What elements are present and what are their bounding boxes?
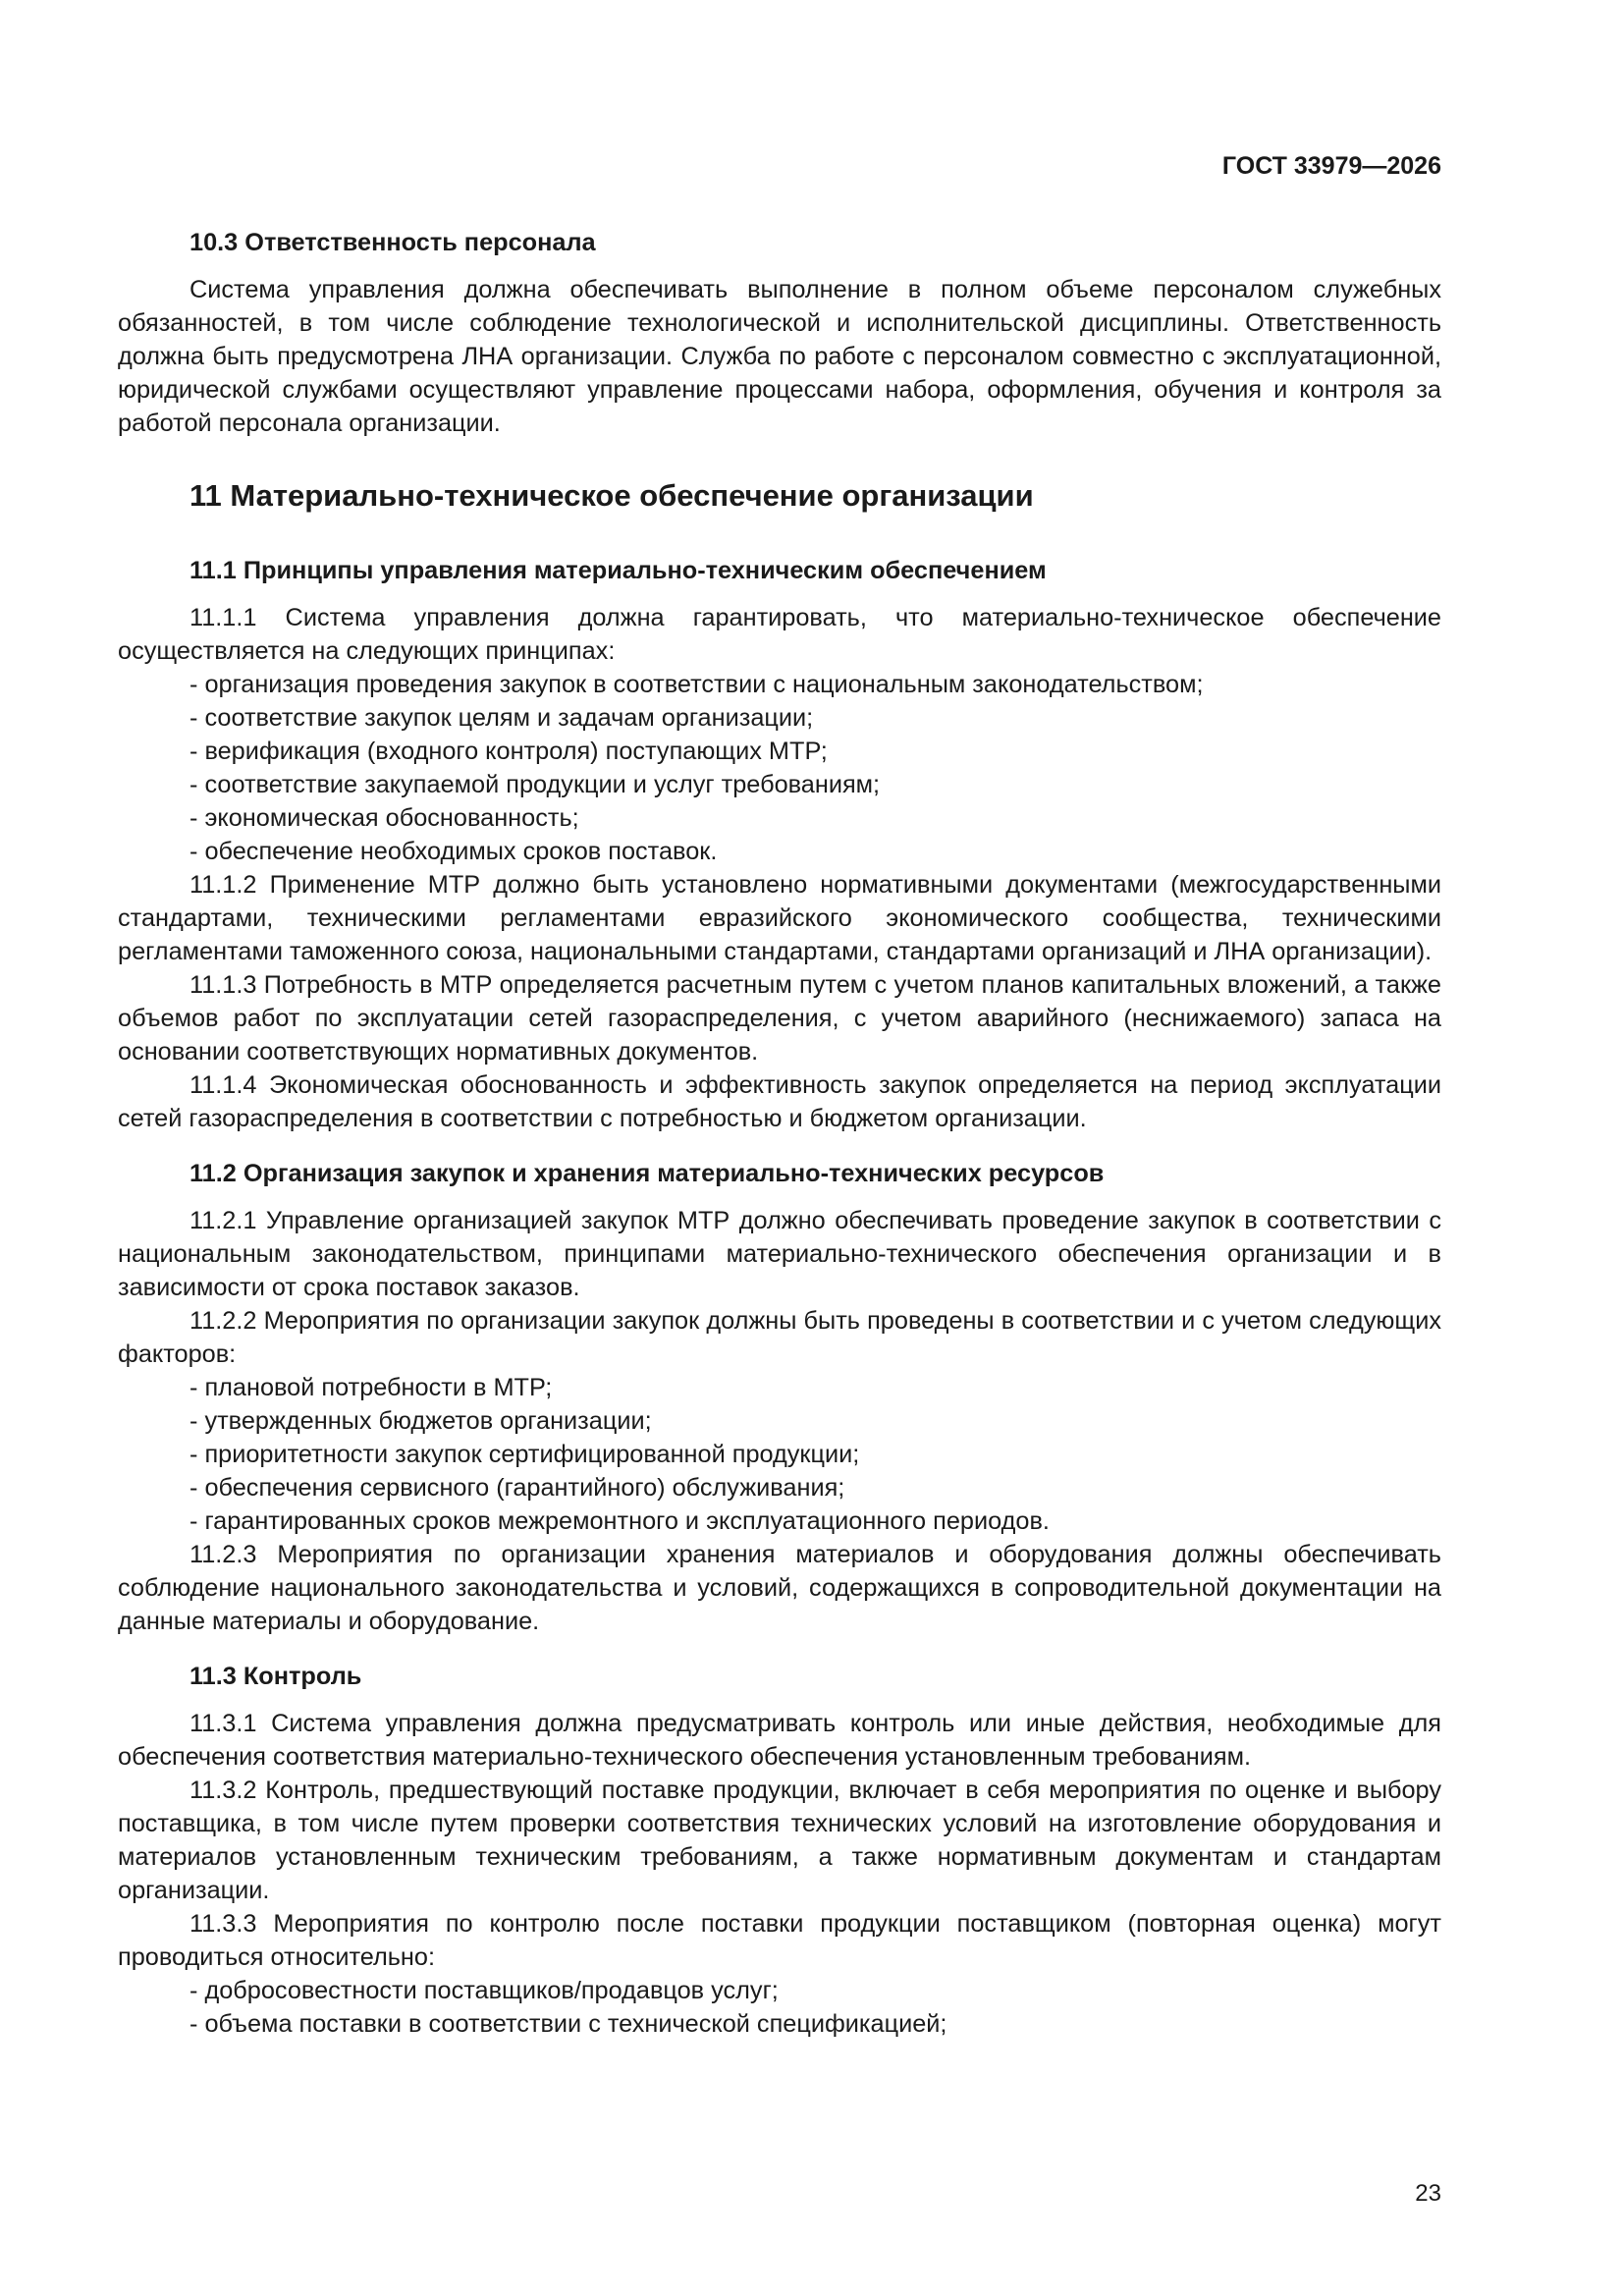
list-item: - экономическая обоснованность; (189, 804, 579, 832)
document-body (118, 226, 1441, 2041)
list-item: - утвержденных бюджетов организации; (189, 1407, 652, 1435)
list-item: - гарантированных сроков межремонтного и эксплуатационного периодов. (189, 1507, 1050, 1535)
list-item: - организация проведения закупок в соответствии с национальным законодательством; (189, 671, 1204, 698)
paragraph: 11.2.1 Управление организацией закупок МТР должно обеспечивать проведение закупок в соответствии с национальным законодательством, принципами материально-технического обеспечения организации и в зависимости от срока поставок заказов. (118, 1207, 1441, 1301)
section-heading-10-3: 10.3 Ответственность персонала (189, 229, 596, 256)
list-item: - объема поставки в соответствии с технической спецификацией; (189, 2010, 947, 2038)
document-page (118, 0, 1441, 2296)
page-number: 23 (1415, 2180, 1441, 2207)
list-item: - добросовестности поставщиков/продавцов услуг; (189, 1977, 779, 2004)
document-code: ГОСТ 33979—2026 (1221, 152, 1441, 180)
paragraph: 11.2.3 Мероприятия по организации хранения материалов и оборудования должны обеспечивать соблюдение национального законодательства и условий, содержащихся в сопроводительной документации на данные материалы и оборудование. (118, 1541, 1441, 1635)
paragraph: 11.3.3 Мероприятия по контролю после поставки продукции поставщиком (повторная оценка) могут проводиться относительно: (118, 1910, 1441, 1971)
section-heading-11-2: 11.2 Организация закупок и хранения материально-технических ресурсов (189, 1160, 1105, 1187)
paragraph: Система управления должна обеспечивать выполнение в полном объеме персоналом служебных обязанностей, в том числе соблюдение технологической и исполнительской дисциплины. Ответственность должна быть предусмотрена ЛНА организации. Служба по работе с персоналом совместно с эксплуатационной, юридической службами осуществляют управление процессами набора, оформления, обучения и контроля за работой персонала организации. (118, 276, 1441, 437)
paragraph: 11.1.2 Применение МТР должно быть установлено нормативными документами (межгосударственными стандартами, техническими регламентами евразийского экономического сообщества, техническими регламентами таможенного союза, национальными стандартами, стандартами организаций и ЛНА организации). (118, 871, 1441, 965)
paragraph: 11.2.2 Мероприятия по организации закупок должны быть проведены в соответствии и с учетом следующих факторов: (118, 1307, 1441, 1368)
paragraph: 11.3.1 Система управления должна предусматривать контроль или иные действия, необходимые для обеспечения соответствия материально-технического обеспечения установленным требованиям. (118, 1710, 1441, 1771)
paragraph: 11.1.4 Экономическая обоснованность и эффективность закупок определяется на период эксплуатации сетей газораспределения в соответствии с потребностью и бюджетом организации. (118, 1071, 1441, 1132)
paragraph: 11.1.1 Система управления должна гарантировать, что материально-техническое обеспечение осуществляется на следующих принципах: (118, 604, 1441, 665)
list-item: - верификация (входного контроля) поступающих МТР; (189, 738, 828, 765)
list-item: - соответствие закупок целям и задачам организации; (189, 704, 814, 732)
section-heading-11-3: 11.3 Контроль (189, 1663, 362, 1690)
list-item: - обеспечения сервисного (гарантийного) обслуживания; (189, 1474, 845, 1502)
list-item: - плановой потребности в МТР; (189, 1374, 553, 1401)
section-heading-11-1: 11.1 Принципы управления материально-техническим обеспечением (189, 557, 1047, 584)
list-item: - приоритетности закупок сертифицированной продукции; (189, 1441, 860, 1468)
list-item: - обеспечение необходимых сроков поставок. (189, 838, 718, 865)
paragraph: 11.1.3 Потребность в МТР определяется расчетным путем с учетом планов капитальных вложений, а также объемов работ по эксплуатации сетей газораспределения, с учетом аварийного (неснижаемого) запаса на основании соответствующих нормативных документов. (118, 971, 1441, 1066)
chapter-heading-11: 11 Материально-техническое обеспечение организации (189, 478, 1034, 513)
list-item: - соответствие закупаемой продукции и услуг требованиям; (189, 771, 881, 798)
paragraph: 11.3.2 Контроль, предшествующий поставке продукции, включает в себя мероприятия по оценке и выбору поставщика, в том числе путем проверки соответствия технических условий на изготовление оборудования и материалов установленным техническим требованиям, а также нормативным документам и стандартам организации. (118, 1777, 1441, 1904)
